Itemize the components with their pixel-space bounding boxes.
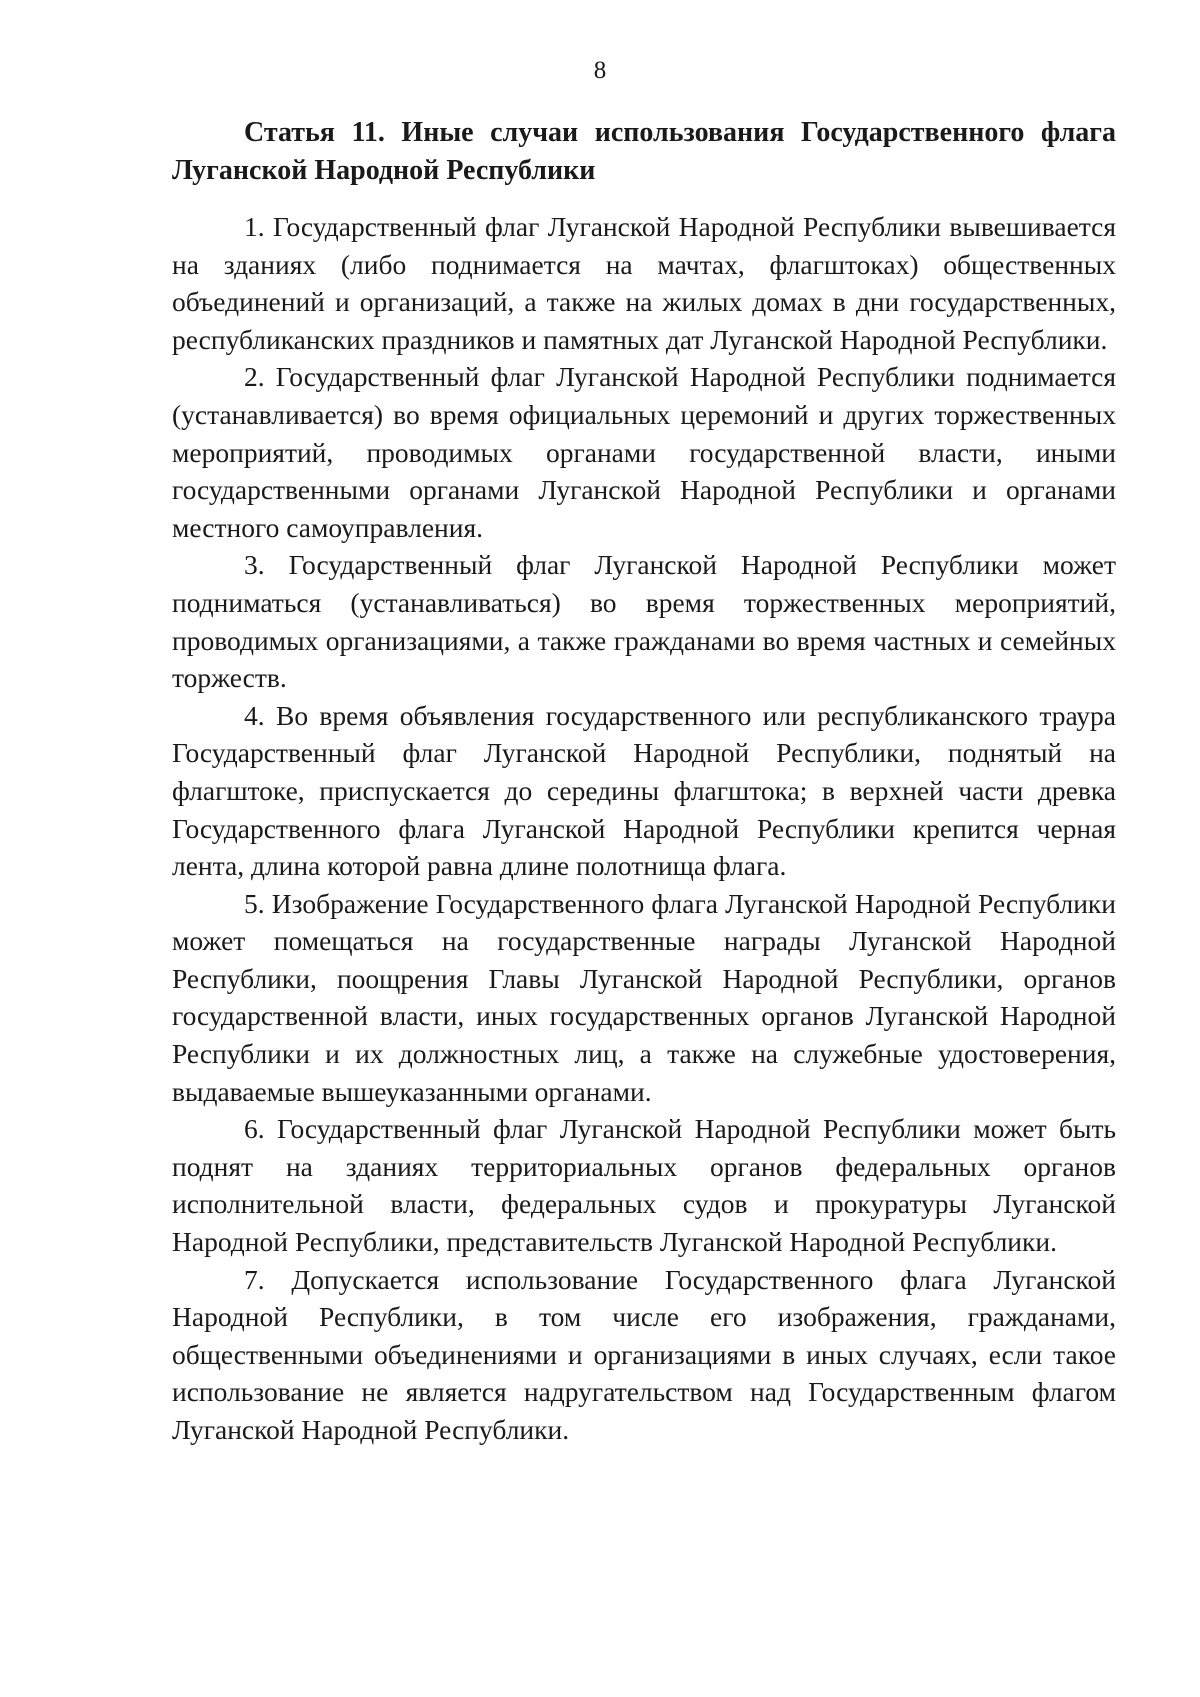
page-number: 8 <box>593 57 607 84</box>
article-title: Статья 11. Иные случаи использования Государственного флага Луганской Народной Республики <box>172 117 1116 186</box>
paragraph-1: 1. Государственный флаг Луганской Народной Республики вывешивается на зданиях (либо поднимается на мачтах, флагштоках) общественных объединений и организаций, а также на жилых домах в дни государственных, республиканских праздников и памятных дат Луганской Народной Республики. <box>172 211 1116 355</box>
paragraph-6: 6. Государственный флаг Луганской Народной Республики может быть поднят на зданиях территориальных органов федеральных органов исполнительной власти, федеральных судов и прокуратуры Луганской Народной Республики, представительств Луганской Народной Республики. <box>172 1113 1116 1258</box>
paragraph-2: 2. Государственный флаг Луганской Народной Республики поднимается (устанавливается) во время официальных церемоний и других торжественных мероприятий, проводимых органами государственной власти, иными государственными органами Луганской Народной Республики и органами местного самоуправления. <box>172 361 1116 543</box>
paragraph-4: 4. Во время объявления государственного или республиканского траура Государственный флаг Луганской Народной Республики, поднятый на флагштоке, приспускается до середины флагштока; в верхней части древка Государственного флага Луганской Народной Республики крепится черная лента, длина которой равна длине полотнища флага. <box>172 699 1116 882</box>
paragraph-3: 3. Государственный флаг Луганской Народной Республики может подниматься (устанавливаться) во время торжественных мероприятий, проводимых организациями, а также гражданами во время частных и семейных торжеств. <box>172 549 1116 694</box>
paragraph-5: 5. Изображение Государственного флага Луганской Народной Республики может помещаться на государственные награды Луганской Народной Республики, поощрения Главы Луганской Народной Республики, органов государственной власти, иных государственных органов Луганской Народной Республики и их должностных лиц, а также на служебные удостоверения, выдаваемые вышеуказанными органами. <box>172 887 1116 1107</box>
paragraph-7: 7. Допускается использование Государственного флага Луганской Народной Республики, в том числе его изображения, гражданами, общественными объединениями и организациями в иных случаях, если такое использование не является надругательством над Государственным флагом Луганской Народной Республики. <box>172 1263 1116 1445</box>
document-body <box>172 114 1116 1449</box>
